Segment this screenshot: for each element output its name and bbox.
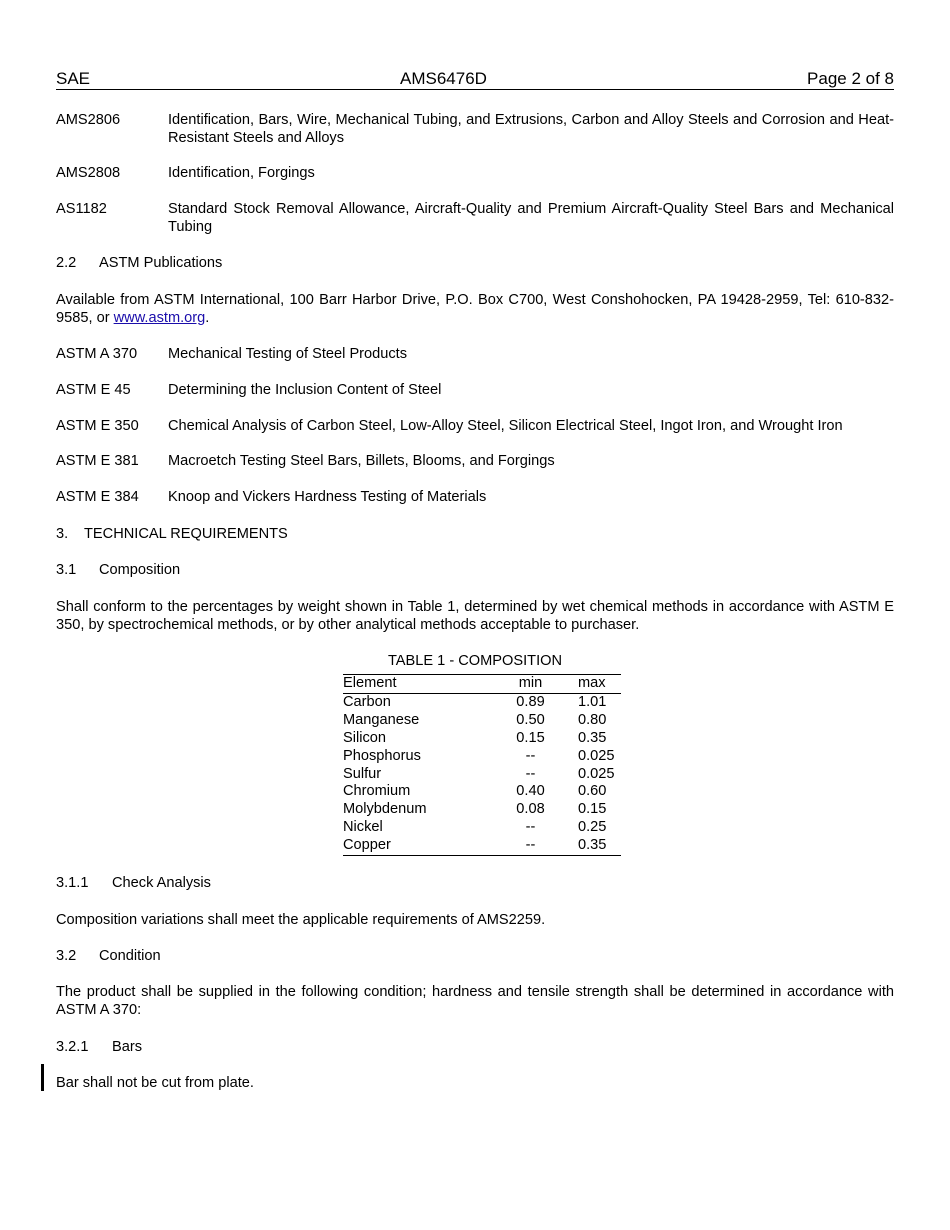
ref-code: ASTM E 350 — [56, 418, 139, 434]
min-cell: -- — [525, 765, 536, 782]
astm-availability-end: . — [205, 310, 210, 326]
header-page-number: Page 2 of 8 — [807, 69, 894, 88]
ref-code: ASTM A 370 — [56, 346, 138, 362]
composition-table — [343, 674, 621, 856]
table-row — [343, 801, 621, 819]
astm-website-link[interactable]: www.astm.org — [113, 310, 206, 326]
max-cell: 0.35 — [578, 729, 607, 746]
revision-change-bar — [41, 1064, 44, 1091]
condition-paragraph: The product shall be supplied in the following condition; hardness and tensile strength shall be determined in accordance with ASTM A 370: — [56, 984, 894, 1018]
max-cell: 0.80 — [578, 711, 607, 728]
table-row — [343, 693, 621, 711]
element-cell: Copper — [343, 837, 391, 854]
column-header: max — [578, 675, 606, 691]
astm-availability — [56, 291, 894, 327]
max-cell: 0.025 — [578, 747, 615, 764]
table-row — [343, 730, 621, 748]
ref-code: ASTM E 381 — [56, 453, 139, 469]
element-cell: Silicon — [343, 729, 386, 746]
element-cell: Phosphorus — [343, 747, 421, 764]
section-number: 3. — [56, 526, 69, 542]
ref-description: Macroetch Testing Steel Bars, Billets, Blooms, and Forgings — [168, 453, 555, 469]
element-cell: Sulfur — [343, 765, 382, 782]
min-cell: 0.15 — [516, 729, 545, 746]
composition-paragraph: Shall conform to the percentages by weight shown in Table 1, determined by wet chemical methods in accordance with ASTM E 350, by spectrochemical methods, or by other analytical methods acceptable to purchaser. — [56, 599, 894, 633]
section-number: 3.2 — [56, 948, 77, 964]
section-number: 2.2 — [56, 255, 77, 271]
min-cell: 0.40 — [516, 783, 545, 800]
table-row — [343, 819, 621, 837]
column-header: min — [518, 675, 543, 691]
max-cell: 1.01 — [578, 693, 607, 710]
table-row — [343, 837, 621, 855]
table-header-row — [343, 675, 621, 694]
check-analysis-paragraph: Composition variations shall meet the applicable requirements of AMS2259. — [56, 912, 546, 928]
ref-code: AS1182 — [56, 201, 107, 217]
min-cell: -- — [525, 819, 536, 836]
table-row — [343, 783, 621, 801]
section-title: Bars — [112, 1039, 143, 1055]
element-cell: Chromium — [343, 783, 411, 800]
section-title: TECHNICAL REQUIREMENTS — [84, 526, 288, 542]
max-cell: 0.025 — [578, 765, 615, 782]
min-cell: -- — [525, 837, 536, 854]
section-title: Composition — [99, 562, 181, 578]
max-cell: 0.15 — [578, 801, 607, 818]
min-cell: 0.08 — [516, 801, 545, 818]
section-number: 3.1 — [56, 562, 77, 578]
element-cell: Carbon — [343, 693, 391, 710]
ref-description: Chemical Analysis of Carbon Steel, Low-Alloy Steel, Silicon Electrical Steel, Ingot Iron, and Wrought Iron — [168, 418, 843, 434]
column-header: Element — [343, 675, 397, 691]
element-cell: Molybdenum — [343, 801, 427, 818]
max-cell: 0.60 — [578, 783, 607, 800]
table-row — [343, 712, 621, 730]
ref-code: AMS2806 — [56, 112, 121, 128]
min-cell: -- — [525, 747, 536, 764]
section-number: 3.1.1 — [56, 875, 89, 891]
min-cell: 0.89 — [516, 693, 545, 710]
ref-code: ASTM E 384 — [56, 489, 139, 505]
ref-description: Standard Stock Removal Allowance, Aircraft-Quality and Premium Aircraft-Quality Steel Bars and Mechanical Tubing — [168, 201, 894, 235]
ref-code: ASTM E 45 — [56, 382, 131, 398]
section-number: 3.2.1 — [56, 1039, 89, 1055]
table-title: TABLE 1 - COMPOSITION — [387, 653, 563, 669]
table-row — [343, 766, 621, 784]
page-header — [56, 69, 894, 90]
ref-code: AMS2808 — [56, 165, 121, 181]
header-org: SAE — [56, 69, 91, 88]
ref-description: Identification, Bars, Wire, Mechanical Tubing, and Extrusions, Carbon and Alloy Steels and Corrosion and Heat-Resistant Steels and Alloys — [168, 112, 894, 146]
ref-description: Identification, Forgings — [168, 165, 315, 181]
section-title: Check Analysis — [112, 875, 211, 891]
section-title: ASTM Publications — [99, 255, 223, 271]
bars-paragraph: Bar shall not be cut from plate. — [56, 1075, 254, 1091]
ref-description: Mechanical Testing of Steel Products — [168, 346, 408, 362]
max-cell: 0.25 — [578, 819, 607, 836]
min-cell: 0.50 — [516, 711, 545, 728]
section-title: Condition — [99, 948, 161, 964]
header-doc-number: AMS6476D — [400, 69, 487, 88]
ref-description: Knoop and Vickers Hardness Testing of Materials — [168, 489, 487, 505]
table-row — [343, 748, 621, 766]
element-cell: Nickel — [343, 819, 383, 836]
ref-description: Determining the Inclusion Content of Steel — [168, 382, 442, 398]
astm-availability-text: Available from ASTM International, 100 Barr Harbor Drive, P.O. Box C700, West Conshohocken, PA 19428-2959, Tel: 610-832-9585, or — [56, 292, 894, 326]
element-cell: Manganese — [343, 711, 420, 728]
max-cell: 0.35 — [578, 837, 607, 854]
